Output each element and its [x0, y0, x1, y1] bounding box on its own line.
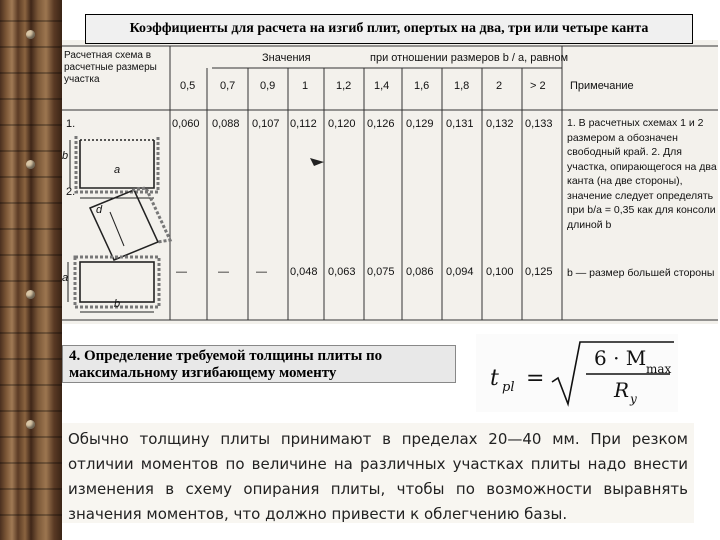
dim-a-label: a — [62, 272, 69, 284]
section-heading: 4. Определение требуемой толщины плиты по максимальному изгибающему моменту — [62, 345, 456, 383]
ratio-cell: 1 — [302, 80, 309, 92]
coef-cell: 0,094 — [446, 266, 474, 278]
formula-denominator-sub: y — [630, 392, 637, 406]
coef-cell: 0,129 — [406, 118, 434, 130]
binding-rivet — [26, 420, 35, 429]
coef-cell: 0,125 — [525, 266, 553, 278]
ratio-cell: 0,5 — [180, 80, 196, 92]
binding-rivet — [26, 290, 35, 299]
ratio-cell: 1,4 — [374, 80, 390, 92]
ratio-cell: 2 — [496, 80, 503, 92]
ratio-cell: 1,2 — [336, 80, 352, 92]
dim-b-label: b — [114, 298, 121, 310]
thickness-formula — [476, 334, 678, 412]
coef-cell: 0,088 — [212, 118, 240, 130]
ratio-cell: 0,7 — [220, 80, 236, 92]
ratio-cell: 1,6 — [414, 80, 430, 92]
formula-lhs-sub: pl — [502, 380, 515, 395]
body-paragraph: Обычно толщину плиты принимают в пределах 20—40 мм. При резком отличии моментов по величине на различных участках плиты надо внести изменения в схему опирания плиты, чтобы по возможности выравнять значения моментов, что должно привести к облегчению базы. — [62, 423, 694, 523]
coef-cell: 0,086 — [406, 266, 434, 278]
scheme-2-diagram — [90, 188, 170, 260]
slide-title: Коэффициенты для расчета на изгиб плит, опертых на два, три или четыре канта — [85, 14, 693, 44]
values-header: Значения — [262, 52, 311, 64]
coef-cell: — — [218, 266, 229, 278]
coef-cell: 0,063 — [328, 266, 356, 278]
coef-cell: 0,112 — [290, 118, 317, 130]
formula-lhs: t — [490, 366, 499, 391]
binding-rivet — [26, 30, 35, 39]
coef-cell: 0,107 — [252, 118, 280, 130]
ratio-cell: 1,8 — [454, 80, 470, 92]
formula-equals: = — [526, 366, 545, 391]
note-row3: b — размер большей стороны — [567, 267, 715, 279]
dim-d-label: d — [96, 204, 103, 216]
note-row1: 1. В расчетных схемах 1 и 2 размером a обозначен свободный край. 2. Для участка, опирающегося на два канта (на две стороны), значение следует определять при b/a = 0,35 как для консоли длиной b — [567, 117, 717, 231]
scheme-2-label: 2. — [66, 186, 76, 198]
scheme-1-label: 1. — [66, 118, 76, 130]
formula-numerator-sub: max — [646, 362, 672, 376]
scheme-column-header: Расчетная схема в расчетные размеры участка — [64, 50, 157, 85]
notebook-binding — [0, 0, 62, 540]
coef-cell: 0,060 — [172, 118, 200, 130]
coef-cell: 0,048 — [290, 266, 318, 278]
ratio-header: при отношении размеров b / a, равном — [370, 52, 569, 64]
coef-cell: 0,126 — [367, 118, 395, 130]
coef-cell: 0,133 — [525, 118, 553, 130]
ratio-cell: 0,9 — [260, 80, 276, 92]
coef-cell: 0,131 — [446, 118, 474, 130]
coef-cell: — — [176, 266, 187, 278]
coef-cell: — — [256, 266, 267, 278]
formula-numerator: 6 · M — [594, 346, 647, 370]
coef-cell: 0,120 — [328, 118, 356, 130]
coef-cell: 0,075 — [367, 266, 395, 278]
note-header: Примечание — [570, 80, 634, 92]
coef-cell: 0,100 — [486, 266, 514, 278]
formula-denominator: R — [614, 378, 630, 402]
binding-rivet — [26, 160, 35, 169]
ratio-cell: > 2 — [530, 80, 546, 92]
coef-cell: 0,132 — [486, 118, 514, 130]
dim-a-label: a — [114, 164, 121, 176]
dim-b-label: b — [62, 150, 69, 162]
coefficient-table-scan — [62, 40, 718, 324]
